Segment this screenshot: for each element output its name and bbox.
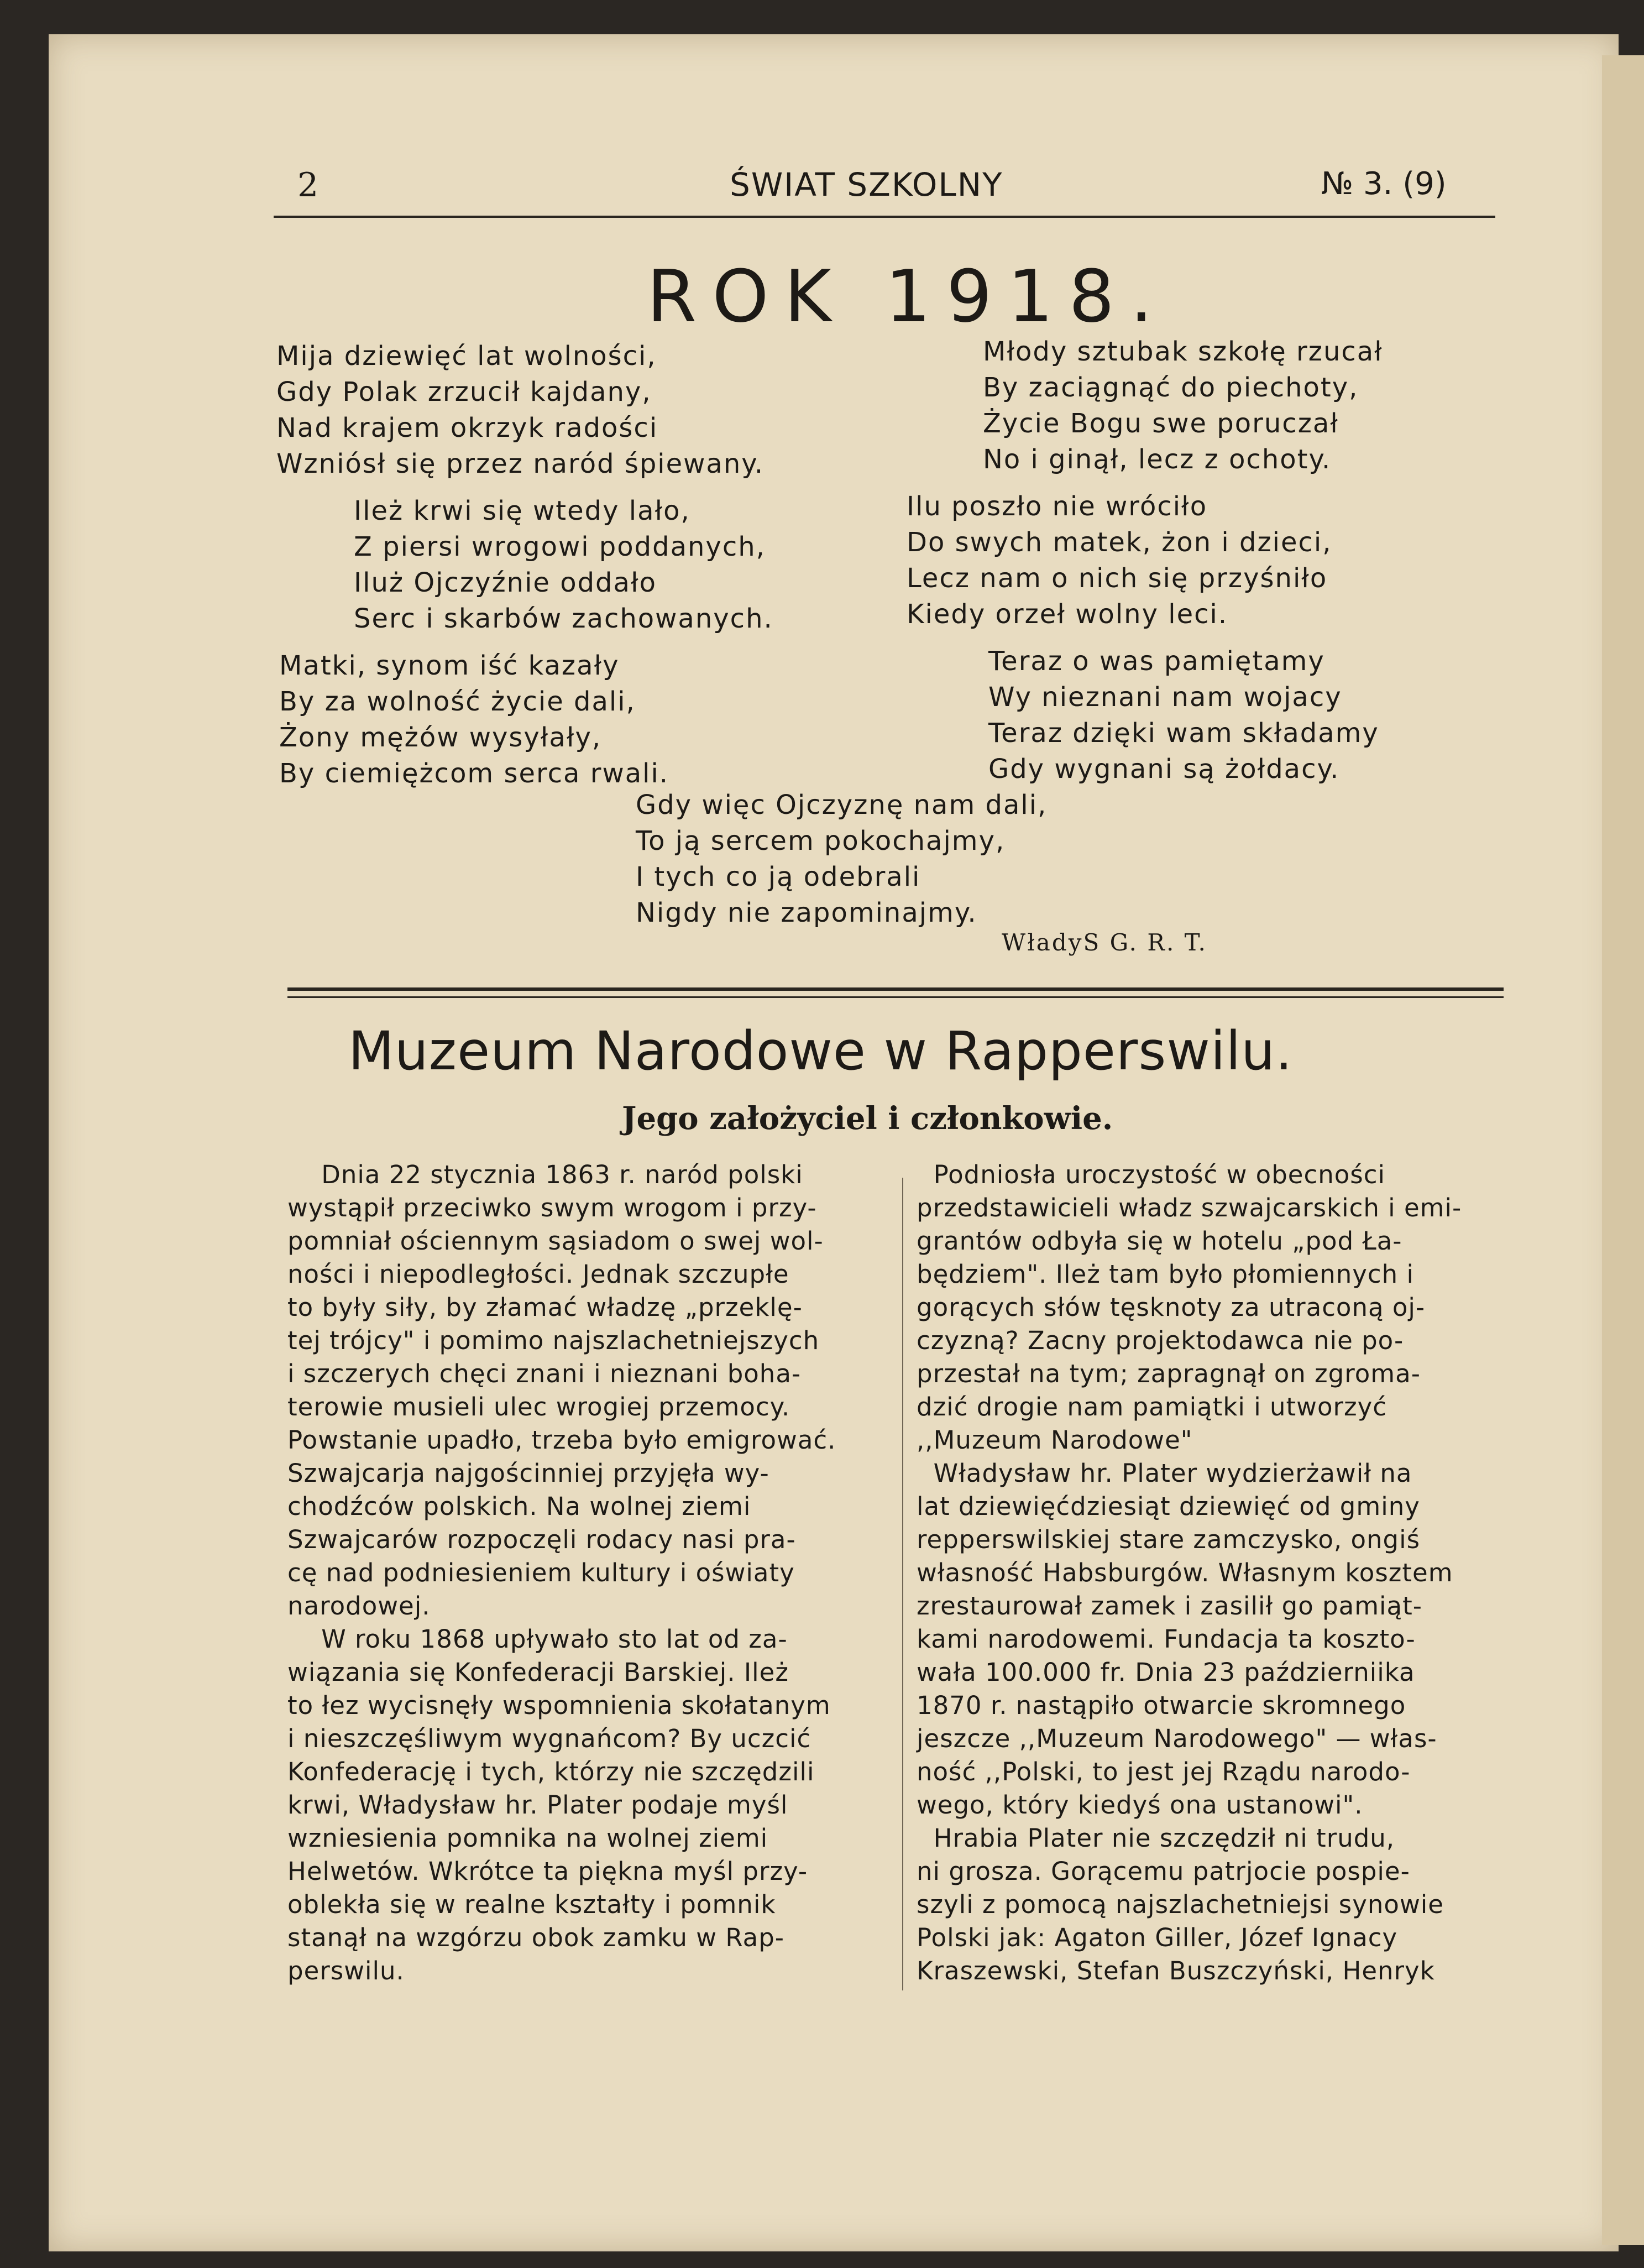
column-rule xyxy=(902,1178,903,1990)
poem-author: WładyS G. R. T. xyxy=(1002,929,1207,956)
article-title: Muzeum Narodowe w Rapperswilu. xyxy=(348,1020,1293,1082)
page-edge xyxy=(1602,55,1644,2245)
poem-stanza-5: Ilu poszło nie wróciło Do swych matek, żon i dzieci, Lecz nam o nich się przyśniło Kiedy orzeł wolny leci. xyxy=(907,491,1332,630)
poem-stanza-4: Młody sztubak szkołę rzucał By zaciągnąć do piechoty, Życie Bogu swe poruczał No i ginął, lecz z ochoty. xyxy=(983,336,1383,475)
poem-title: ROK 1918. xyxy=(647,254,1169,338)
issue-number: № 3. (9) xyxy=(1321,166,1447,202)
article-subtitle: Jego założyciel i członkowie. xyxy=(622,1100,1113,1137)
article-column-left: Dnia 22 stycznia 1863 r. naród polski wystąpił przeciwko swym wrogom i przy- pomniał ościennym sąsiadom o swej wol- ności i niepodległości. Jednak szczupłe to były siły, by złamać władzę „przeklę- tej trójcy" i pomimo najszlachetniejszych i szczerych chęci znani i nieznani boha- terowie musieli ulec wrogiej przemocy. Powstanie upadło, trzeba było emigrować. Szwajcarja najgościnniej przyjęła wy- chodźców polskich. Na wolnej ziemi Szwajcarów rozpoczęli rodacy nasi pra- cę nad podniesieniem kultury i oświaty narodowej. W roku 1868 upływało sto lat od za- wiązania się Konfederacji Barskiej. Ileż to łez wycisnęły wspomnienia skołatanym i nieszczęśliwym wygnańcom? By uczcić Konfederację i tych, którzy nie szczędzili krwi, Władysław hr. Plater podaje myśl wzniesienia pomnika na wolnej ziemi Helwetów. Wkrótce ta piękna myśl przy- oblekła się w realne kształty i pomnik stanął na wzgórzu obok zamku w Rap- perswilu. xyxy=(287,1160,836,1985)
section-divider xyxy=(287,987,1504,991)
page-number: 2 xyxy=(297,166,319,205)
poem-stanza-1: Mija dziewięć lat wolności, Gdy Polak zrzucił kajdany, Nad krajem okrzyk radości Wzniósł się przez naród śpiewany. xyxy=(276,341,765,479)
poem-stanza-7: Gdy więc Ojczyznę nam dali, To ją sercem pokochajmy, I tych co ją odebrali Nigdy nie zapominajmy. xyxy=(636,790,1048,928)
poem-stanza-6: Teraz o was pamiętamy Wy nieznani nam wojacy Teraz dzięki wam składamy Gdy wygnani są żołdacy. xyxy=(988,646,1379,785)
poem-stanza-3: Matki, synom iść kazały By za wolność życie dali, Żony mężów wysyłały, By ciemiężcom serca rwali. xyxy=(279,650,669,789)
poem-stanza-2: Ileż krwi się wtedy lało, Z piersi wrogowi poddanych, Iluż Ojczyźnie oddało Serc i skarbów zachowanych. xyxy=(354,495,773,634)
header-rule xyxy=(274,216,1495,218)
journal-title: ŚWIAT SZKOLNY xyxy=(730,166,1003,203)
section-divider-thin xyxy=(287,996,1504,998)
article-column-right: Podniosła uroczystość w obecności przedstawicieli władz szwajcarskich i emi- grantów odbyła się w hotelu „pod Ła- będziem". Ileż tam było płomiennych i gorących słów tęsknoty za utraconą oj- czyzną? Zacny projektodawca nie po- przestał na tym; zapragnął on zgroma- dzić drogie nam pamiątki i utworzyć ,,Muzeum Narodowe" Władysław hr. Plater wydzierżawił na lat dziewięćdziesiąt dziewięć od gminy repperswilskiej stare zamczysko, ongiś własność Habsburgów. Własnym kosztem zrestaurował zamek i zasilił go pamiąt- kami narodowemi. Fundacja ta koszto- wała 100.000 fr. Dnia 23 październiika 1870 r. nastąpiło otwarcie skromnego jeszcze ,,Muzeum Narodowego" — włas- ność ,,Polski, to jest jej Rządu narodo- wego, który kiedyś ona ustanowi". Hrabia Plater nie szczędził ni trudu, ni grosza. Gorącemu patrjocie pospie- szyli z pomocą najszlachetniejsi synowie Polski jak: Agaton Giller, Józef Ignacy Kraszewski, Stefan Buszczyński, Henryk xyxy=(917,1160,1462,1985)
